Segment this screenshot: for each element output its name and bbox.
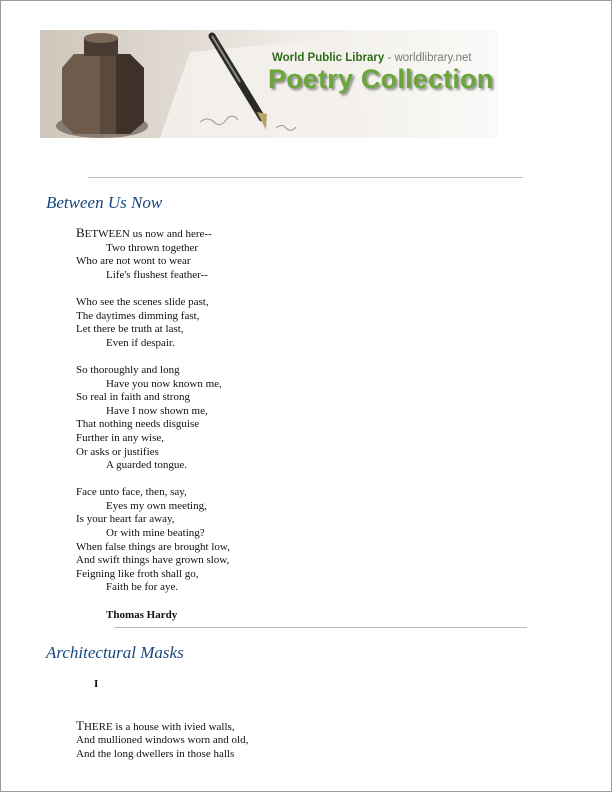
poem-line: So thoroughly and long	[76, 363, 180, 376]
divider	[88, 177, 523, 178]
poem-line: The daytimes dimming fast,	[76, 309, 200, 322]
poem-line: Life's flushest feather--	[106, 268, 208, 281]
stanza	[76, 364, 516, 473]
poem-line	[76, 719, 516, 735]
poem-line: Is your heart far away,	[76, 513, 175, 526]
poem-title: Architectural Masks	[46, 643, 184, 662]
line-text: HERE is a house with ivied walls,	[83, 720, 235, 733]
stanza	[76, 719, 516, 762]
drop-capital: T	[76, 717, 84, 733]
poem-line: Face unto face, then, say,	[76, 486, 187, 499]
poem-line	[76, 226, 516, 242]
poem-line: And the long dwellers in those halls	[76, 747, 235, 760]
poem-line: Faith be for aye.	[106, 581, 179, 594]
poem-line: Feigning like froth shall go,	[76, 567, 199, 580]
stanza	[76, 486, 516, 595]
poem-line: And swift things have grown slow,	[76, 554, 230, 567]
poem-line: Who are not wont to wear	[76, 255, 191, 268]
poem-line: Or with mine beating?	[106, 527, 205, 540]
banner-library-name: World Public Library - worldlibrary.net	[272, 52, 472, 64]
drop-capital: B	[76, 225, 85, 240]
poem-line: Have I now shown me,	[106, 404, 208, 417]
poem-author: Thomas Hardy	[106, 608, 178, 621]
poem-line: Further in any wise,	[76, 431, 164, 444]
poem-line: So real in faith and strong	[76, 391, 190, 404]
poem-line: Even if despair.	[106, 336, 175, 349]
poem-line: Have you now known me,	[106, 377, 222, 390]
poem-line: That nothing needs disguise	[76, 418, 200, 431]
divider	[114, 627, 527, 628]
stanza	[76, 296, 516, 350]
section-number: I	[94, 678, 99, 690]
poem-line: Who see the scenes slide past,	[76, 295, 209, 308]
poem-body	[76, 226, 516, 622]
poem-line: Or asks or justifies	[76, 445, 159, 458]
line-text: ETWEEN us now and here--	[84, 228, 212, 240]
poem-line: Let there be truth at last,	[76, 323, 184, 336]
poem-line: When false things are brought low,	[76, 540, 230, 553]
banner-collection-title: Poetry Collection	[268, 64, 494, 94]
poem-line: And mullioned windows worn and old,	[76, 734, 249, 747]
poem-line: Eyes my own meeting,	[106, 499, 207, 512]
poem-body	[76, 678, 516, 775]
poem-line: A guarded tongue.	[106, 459, 187, 472]
poetry-collection-banner	[40, 30, 498, 138]
poem-line: Two thrown together	[106, 241, 199, 254]
poem-title: Between Us Now	[46, 193, 163, 212]
stanza	[76, 226, 516, 282]
